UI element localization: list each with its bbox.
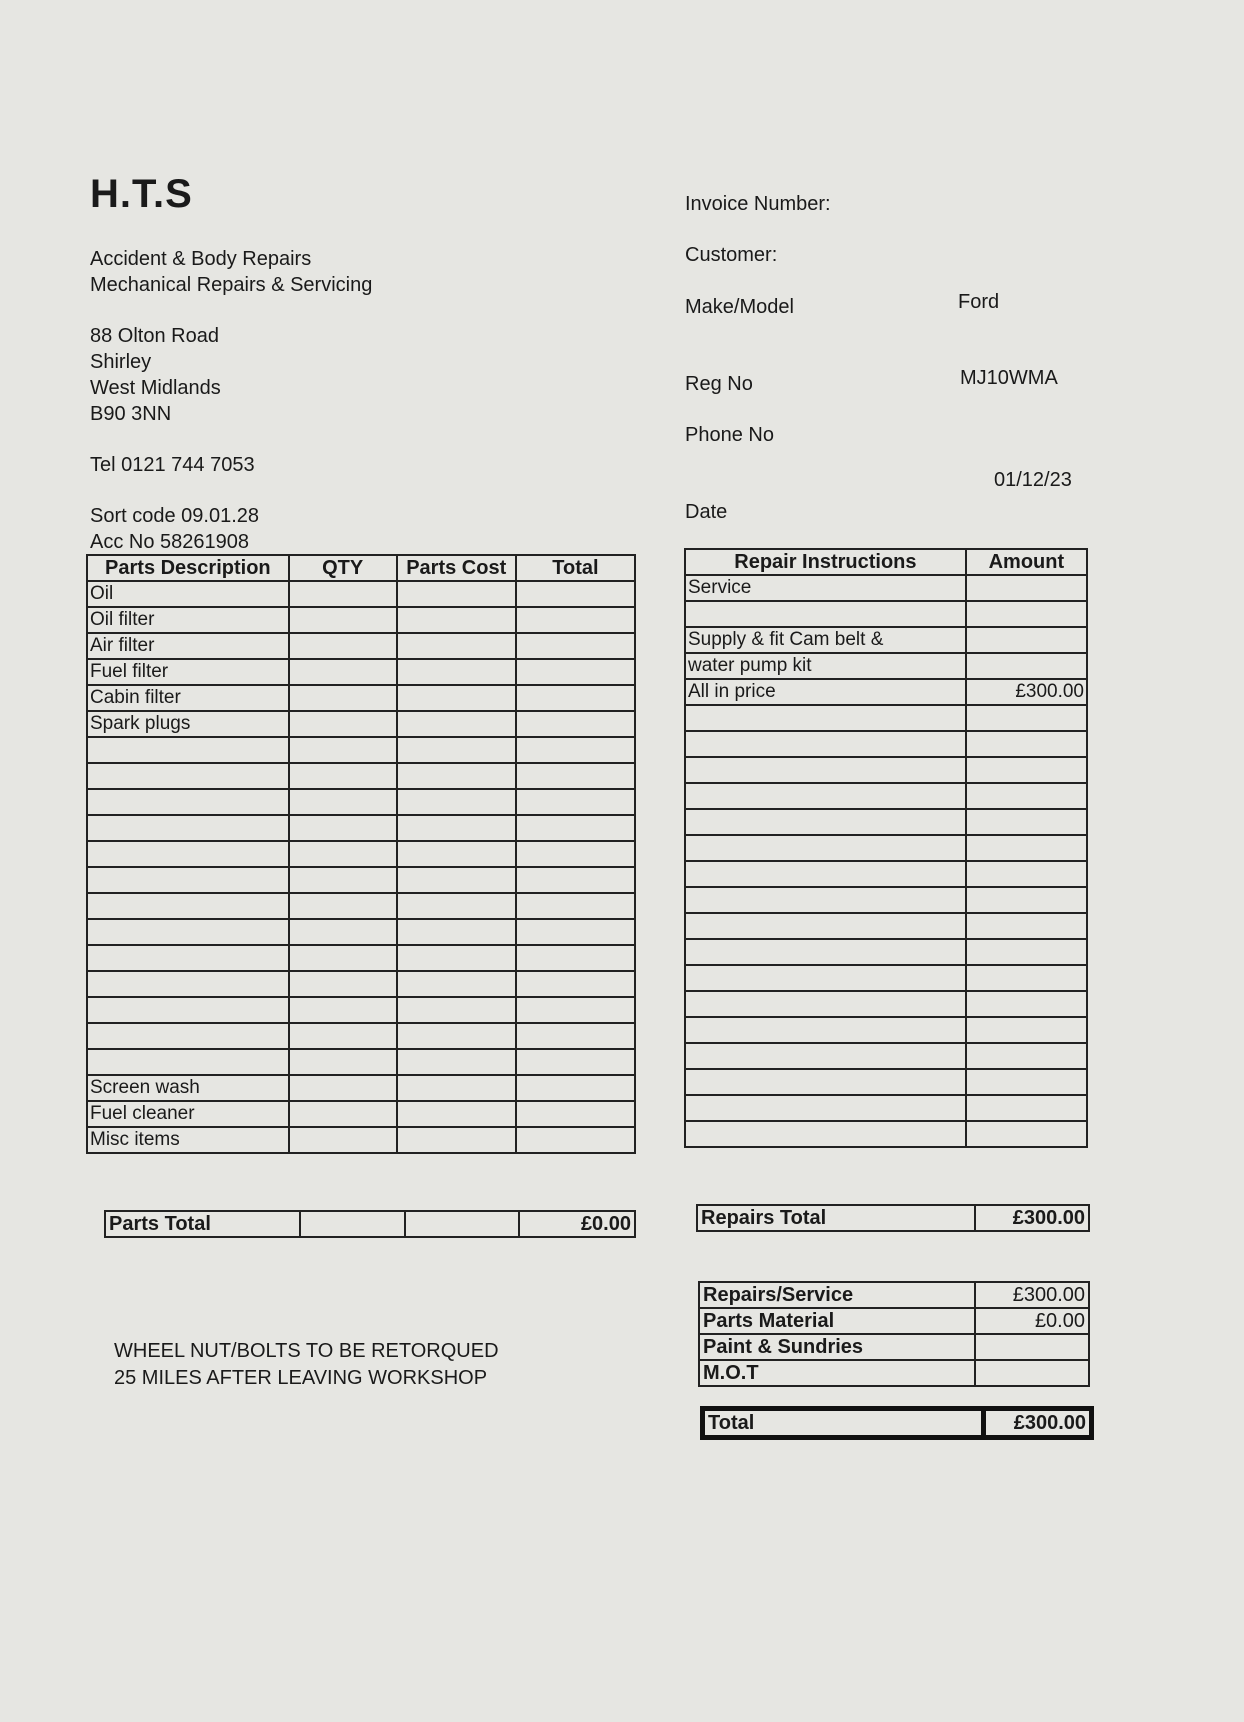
parts-total-cell bbox=[516, 659, 635, 685]
repairs-header-row bbox=[685, 549, 1087, 575]
repair-row bbox=[685, 601, 1087, 627]
repairs-total-box bbox=[696, 1204, 1090, 1232]
telephone: Tel 0121 744 7053 bbox=[90, 454, 255, 476]
parts-qty-cell bbox=[289, 607, 397, 633]
parts-qty-cell bbox=[289, 945, 397, 971]
parts-qty-cell bbox=[289, 1023, 397, 1049]
date-label: Date bbox=[685, 501, 728, 523]
repair-amount-cell bbox=[966, 653, 1087, 679]
parts-row bbox=[87, 893, 635, 919]
repair-row bbox=[685, 575, 1087, 601]
parts-total-cell bbox=[516, 1023, 635, 1049]
parts-description-cell bbox=[87, 815, 289, 841]
repair-amount-cell bbox=[966, 601, 1087, 627]
amount-header: Amount bbox=[966, 549, 1087, 575]
summary-value: £300.00 bbox=[975, 1282, 1089, 1308]
summary-value bbox=[975, 1360, 1089, 1386]
parts-total-cell bbox=[516, 971, 635, 997]
repair-instruction-cell bbox=[685, 705, 966, 731]
repair-instruction-cell: water pump kit bbox=[685, 653, 966, 679]
repair-row bbox=[685, 861, 1087, 887]
summary-label: Repairs/Service bbox=[699, 1282, 975, 1308]
repair-row bbox=[685, 887, 1087, 913]
repair-amount-cell bbox=[966, 835, 1087, 861]
parts-row bbox=[87, 685, 635, 711]
repair-instruction-cell: All in price bbox=[685, 679, 966, 705]
repair-amount-cell bbox=[966, 991, 1087, 1017]
invoice-number-label: Invoice Number: bbox=[685, 193, 831, 215]
repair-amount-cell: £300.00 bbox=[966, 679, 1087, 705]
parts-row bbox=[87, 1127, 635, 1153]
parts-row bbox=[87, 1049, 635, 1075]
company-name: H.T.S bbox=[90, 172, 193, 216]
parts-total-cell bbox=[516, 737, 635, 763]
parts-qty-cell bbox=[289, 659, 397, 685]
repair-amount-cell bbox=[966, 809, 1087, 835]
summary-table bbox=[698, 1281, 1090, 1387]
make-model-label: Make/Model bbox=[685, 296, 794, 318]
parts-cost-cell bbox=[397, 815, 516, 841]
parts-qty-cell bbox=[289, 737, 397, 763]
repair-row bbox=[685, 705, 1087, 731]
repair-instruction-cell bbox=[685, 1095, 966, 1121]
parts-description-cell bbox=[87, 841, 289, 867]
summary-label: Parts Material bbox=[699, 1308, 975, 1334]
parts-row bbox=[87, 867, 635, 893]
summary-label: Paint & Sundries bbox=[699, 1334, 975, 1360]
parts-total-cell bbox=[516, 1049, 635, 1075]
parts-description-cell bbox=[87, 789, 289, 815]
parts-row bbox=[87, 711, 635, 737]
parts-cost-cell bbox=[397, 1075, 516, 1101]
parts-cost-cell bbox=[397, 607, 516, 633]
repair-instruction-cell bbox=[685, 601, 966, 627]
repair-row bbox=[685, 1043, 1087, 1069]
parts-description-cell bbox=[87, 867, 289, 893]
parts-cost-cell bbox=[397, 1023, 516, 1049]
summary-row bbox=[699, 1282, 1089, 1308]
grand-total-value: £300.00 bbox=[984, 1409, 1092, 1438]
parts-cost-cell bbox=[397, 685, 516, 711]
repair-amount-cell bbox=[966, 861, 1087, 887]
parts-cost-cell bbox=[397, 1049, 516, 1075]
make-model-value: Ford bbox=[958, 291, 1000, 313]
repair-instruction-cell bbox=[685, 1017, 966, 1043]
parts-cost-cell bbox=[397, 893, 516, 919]
retorque-notice bbox=[114, 1338, 499, 1392]
repair-amount-cell bbox=[966, 705, 1087, 731]
parts-row bbox=[87, 607, 635, 633]
parts-total-cell bbox=[516, 763, 635, 789]
repair-instruction-cell bbox=[685, 835, 966, 861]
parts-qty-cell bbox=[289, 581, 397, 607]
parts-table bbox=[86, 554, 636, 1154]
repair-instruction-cell bbox=[685, 913, 966, 939]
repair-instruction-cell bbox=[685, 939, 966, 965]
parts-description-cell bbox=[87, 763, 289, 789]
parts-description-cell: Fuel filter bbox=[87, 659, 289, 685]
parts-total-cell bbox=[516, 1075, 635, 1101]
parts-cost-cell bbox=[397, 763, 516, 789]
repair-row bbox=[685, 731, 1087, 757]
repair-instruction-cell bbox=[685, 991, 966, 1017]
parts-description-cell bbox=[87, 919, 289, 945]
parts-row bbox=[87, 971, 635, 997]
parts-cost-cell bbox=[397, 1101, 516, 1127]
parts-qty-cell bbox=[289, 711, 397, 737]
grand-total-label: Total bbox=[703, 1409, 984, 1438]
parts-cost-cell bbox=[397, 841, 516, 867]
parts-row bbox=[87, 633, 635, 659]
repair-instruction-cell bbox=[685, 861, 966, 887]
parts-cost-cell bbox=[397, 581, 516, 607]
parts-description-cell: Oil filter bbox=[87, 607, 289, 633]
parts-cost-cell bbox=[397, 971, 516, 997]
parts-qty-cell bbox=[289, 1075, 397, 1101]
parts-row bbox=[87, 815, 635, 841]
summary-value: £0.00 bbox=[975, 1308, 1089, 1334]
summary-label: M.O.T bbox=[699, 1360, 975, 1386]
summary-row bbox=[699, 1334, 1089, 1360]
repair-instruction-cell bbox=[685, 887, 966, 913]
service-line-1: Accident & Body Repairs bbox=[90, 248, 312, 270]
parts-total-qty-cell bbox=[300, 1211, 405, 1237]
parts-qty-cell bbox=[289, 685, 397, 711]
parts-description-cell bbox=[87, 971, 289, 997]
repair-row bbox=[685, 627, 1087, 653]
repair-row bbox=[685, 653, 1087, 679]
address-line-1: 88 Olton Road bbox=[90, 325, 219, 347]
repair-instruction-cell bbox=[685, 757, 966, 783]
repairs-table bbox=[684, 548, 1088, 1148]
repair-amount-cell bbox=[966, 887, 1087, 913]
summary-row bbox=[699, 1308, 1089, 1334]
parts-row bbox=[87, 1101, 635, 1127]
repair-amount-cell bbox=[966, 731, 1087, 757]
parts-total-cell bbox=[516, 893, 635, 919]
parts-total-value: £0.00 bbox=[519, 1211, 635, 1237]
repair-amount-cell bbox=[966, 757, 1087, 783]
parts-cost-cell bbox=[397, 659, 516, 685]
repairs-total-label: Repairs Total bbox=[697, 1205, 975, 1231]
customer-label: Customer: bbox=[685, 244, 778, 266]
repair-instruction-cell: Service bbox=[685, 575, 966, 601]
parts-qty-cell bbox=[289, 763, 397, 789]
parts-total-cell bbox=[516, 841, 635, 867]
parts-description-cell: Screen wash bbox=[87, 1075, 289, 1101]
parts-cost-cell bbox=[397, 945, 516, 971]
repair-row bbox=[685, 939, 1087, 965]
sort-code: Sort code 09.01.28 bbox=[90, 505, 260, 527]
parts-total-cell bbox=[516, 945, 635, 971]
parts-description-cell: Spark plugs bbox=[87, 711, 289, 737]
parts-qty-cell bbox=[289, 841, 397, 867]
parts-description-cell bbox=[87, 893, 289, 919]
parts-description-header: Parts Description bbox=[87, 555, 289, 581]
parts-description-cell: Air filter bbox=[87, 633, 289, 659]
repair-row bbox=[685, 757, 1087, 783]
parts-total-cell bbox=[516, 1127, 635, 1153]
notice-line-1: WHEEL NUT/BOLTS TO BE RETORQUED bbox=[114, 1340, 499, 1362]
parts-row bbox=[87, 737, 635, 763]
repair-row bbox=[685, 1121, 1087, 1147]
parts-cost-cell bbox=[397, 737, 516, 763]
address-line-3: West Midlands bbox=[90, 377, 221, 399]
repair-row bbox=[685, 835, 1087, 861]
repairs-total-value: £300.00 bbox=[975, 1205, 1089, 1231]
parts-cost-cell bbox=[397, 633, 516, 659]
repair-amount-cell bbox=[966, 783, 1087, 809]
parts-qty-cell bbox=[289, 997, 397, 1023]
phone-label: Phone No bbox=[685, 424, 774, 446]
parts-row bbox=[87, 763, 635, 789]
parts-cost-cell bbox=[397, 919, 516, 945]
parts-description-cell: Oil bbox=[87, 581, 289, 607]
repair-row bbox=[685, 1017, 1087, 1043]
parts-cost-cell bbox=[397, 1127, 516, 1153]
parts-total-cell bbox=[516, 919, 635, 945]
parts-row bbox=[87, 1075, 635, 1101]
parts-qty-cell bbox=[289, 1101, 397, 1127]
parts-qty-cell bbox=[289, 893, 397, 919]
parts-cost-header: Parts Cost bbox=[397, 555, 516, 581]
parts-description-cell: Fuel cleaner bbox=[87, 1101, 289, 1127]
parts-description-cell bbox=[87, 737, 289, 763]
parts-qty-cell bbox=[289, 815, 397, 841]
repair-row bbox=[685, 1069, 1087, 1095]
repair-row bbox=[685, 991, 1087, 1017]
parts-total-label: Parts Total bbox=[105, 1211, 300, 1237]
repair-instruction-cell bbox=[685, 731, 966, 757]
parts-total-box bbox=[104, 1210, 636, 1238]
repair-amount-cell bbox=[966, 1095, 1087, 1121]
date-value: 01/12/23 bbox=[994, 469, 1072, 491]
parts-total-cell bbox=[516, 815, 635, 841]
total-header: Total bbox=[516, 555, 635, 581]
parts-row bbox=[87, 581, 635, 607]
repair-row bbox=[685, 965, 1087, 991]
repair-instruction-cell bbox=[685, 1043, 966, 1069]
repair-instruction-cell: Supply & fit Cam belt & bbox=[685, 627, 966, 653]
service-line-2: Mechanical Repairs & Servicing bbox=[90, 274, 373, 296]
parts-total-cell bbox=[516, 1101, 635, 1127]
parts-cost-cell bbox=[397, 867, 516, 893]
qty-header: QTY bbox=[289, 555, 397, 581]
parts-total-cell bbox=[516, 581, 635, 607]
parts-cost-cell bbox=[397, 711, 516, 737]
parts-description-cell bbox=[87, 997, 289, 1023]
summary-row bbox=[699, 1360, 1089, 1386]
parts-row bbox=[87, 1023, 635, 1049]
repair-row bbox=[685, 783, 1087, 809]
parts-row bbox=[87, 997, 635, 1023]
parts-description-cell bbox=[87, 1023, 289, 1049]
repair-amount-cell bbox=[966, 1043, 1087, 1069]
parts-qty-cell bbox=[289, 789, 397, 815]
parts-row bbox=[87, 789, 635, 815]
parts-row bbox=[87, 659, 635, 685]
repair-instruction-cell bbox=[685, 1069, 966, 1095]
parts-total-cell bbox=[516, 997, 635, 1023]
summary-value bbox=[975, 1334, 1089, 1360]
parts-description-cell bbox=[87, 1049, 289, 1075]
parts-description-cell bbox=[87, 945, 289, 971]
parts-total-cell bbox=[516, 867, 635, 893]
address-line-4: B90 3NN bbox=[90, 403, 172, 425]
parts-qty-cell bbox=[289, 919, 397, 945]
parts-total-cost-cell bbox=[405, 1211, 519, 1237]
parts-qty-cell bbox=[289, 867, 397, 893]
parts-cost-cell bbox=[397, 789, 516, 815]
parts-row bbox=[87, 945, 635, 971]
grand-total-box bbox=[700, 1406, 1094, 1440]
repair-amount-cell bbox=[966, 939, 1087, 965]
parts-qty-cell bbox=[289, 1127, 397, 1153]
notice-line-2: 25 MILES AFTER LEAVING WORKSHOP bbox=[114, 1367, 488, 1389]
repair-amount-cell bbox=[966, 965, 1087, 991]
repair-row bbox=[685, 1095, 1087, 1121]
parts-header-row bbox=[87, 555, 635, 581]
repair-amount-cell bbox=[966, 1069, 1087, 1095]
parts-cost-cell bbox=[397, 997, 516, 1023]
parts-total-cell bbox=[516, 789, 635, 815]
parts-total-cell bbox=[516, 633, 635, 659]
repair-amount-cell bbox=[966, 913, 1087, 939]
address-line-2: Shirley bbox=[90, 351, 152, 373]
repair-row bbox=[685, 913, 1087, 939]
parts-description-cell: Cabin filter bbox=[87, 685, 289, 711]
parts-qty-cell bbox=[289, 633, 397, 659]
parts-description-cell: Misc items bbox=[87, 1127, 289, 1153]
account-number: Acc No 58261908 bbox=[90, 531, 250, 553]
repair-instruction-cell bbox=[685, 965, 966, 991]
repair-amount-cell bbox=[966, 575, 1087, 601]
parts-row bbox=[87, 841, 635, 867]
repair-amount-cell bbox=[966, 627, 1087, 653]
parts-total-cell bbox=[516, 711, 635, 737]
reg-no-value: MJ10WMA bbox=[960, 367, 1058, 389]
repair-instructions-header: Repair Instructions bbox=[685, 549, 966, 575]
repair-instruction-cell bbox=[685, 1121, 966, 1147]
parts-total-cell bbox=[516, 607, 635, 633]
repair-row bbox=[685, 809, 1087, 835]
parts-total-cell bbox=[516, 685, 635, 711]
repair-amount-cell bbox=[966, 1121, 1087, 1147]
repair-instruction-cell bbox=[685, 783, 966, 809]
repair-row bbox=[685, 679, 1087, 705]
reg-no-label: Reg No bbox=[685, 373, 753, 395]
parts-qty-cell bbox=[289, 1049, 397, 1075]
repair-instruction-cell bbox=[685, 809, 966, 835]
repair-amount-cell bbox=[966, 1017, 1087, 1043]
parts-qty-cell bbox=[289, 971, 397, 997]
parts-row bbox=[87, 919, 635, 945]
